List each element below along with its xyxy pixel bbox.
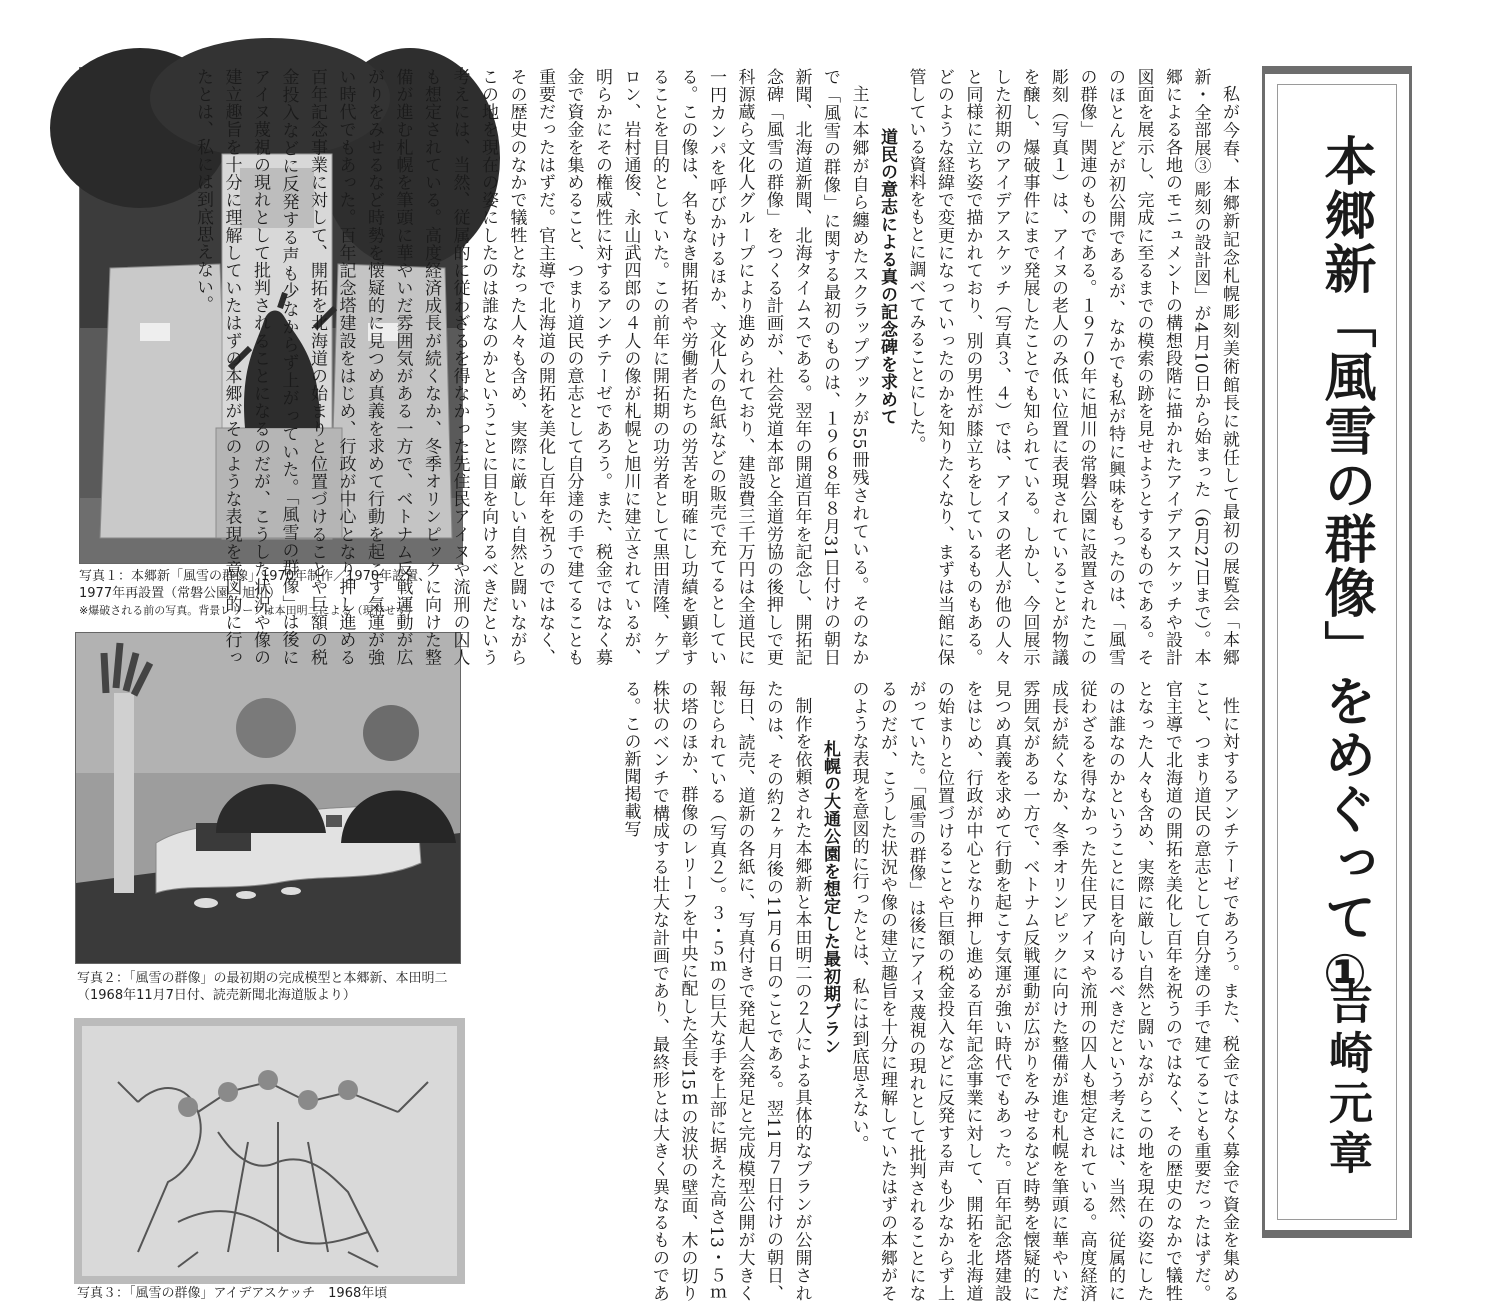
body-paragraph-continued: 性に対するアンチテーゼであろう。また、税金ではなく募金で資金を集めること、つまり道民の意志として自分達の手で建てることも重要だったはずだ。官主導で北海道の開拓を美化し百年を祝うのではなく、その歴史のなかで犠牲となった人々も含め、実際に厳しい自然と闘いながらこの地を現在の姿にしたのは誰なのかということに目を向けるべきだという考えには、当然、従属的に従わざるを得なかった先住民アイヌや流刑の囚人も想定されている。高度経済成長が続くなか、冬季オリンピックに向けた整備が進む札幌を筆頭に華やいだ雰囲気がある一方で、ベトナム反戦運動が広がりをみせるなど時勢を懐疑的に見つめ真義を求めて行動を起こす気運が強い時代でもあった。百年記念塔建設をはじめ、行政が中心となり押し進める百年記念事業に対して、開拓を北海道の始まりと位置づけることや巨額の税金投入などに反発する声も少なからず上がっていた。「風雪の群像」は後にアイヌ蔑視の現れとして批判されることになるのだが、こうした状況や像の建立趣旨を十分に理解していたはずの本郷がそのような表現を意図的に行ったとは、私には到底思えない。 [848, 680, 1239, 1303]
photo-3-caption [77, 1285, 457, 1302]
article-author: 吉崎元章 [1321, 980, 1372, 1180]
photo-sketch [77, 1021, 462, 1281]
body-paragraph: 私が今春、本郷新記念札幌彫刻美術館長に就任して最初の展覧会「本郷新・全部展③ 彫刻の設計図」が4月10日から始まった（6月27日まで）。本郷による各地のモニュメントの構想段階に描かれたアイデアスケッチや設計図面を展示し、完成に至るまでの模索の跡を見せようとするものである。そのほとんどが初公開であるが、なかでも私が特に興味をもったのは、「風雪の群像」関連のものである。１９７０年に旭川の常磐公園に設置されたこの彫刻（写真１）は、アイヌの老人のみ低い位置に表現されていることが物議を醸し、爆破事件にまで発展したことでも知られている。しかし、今回展示した初期のアイデアスケッチ（写真３、４）では、アイヌの老人が他の人々と同様に立ち姿で描かれており、別の男性が膝立ちをしているものもある。どのような経緯で変更になっていったのかを知りたくなり、まずは当館に保管している資料をもとに調べてみることにした。 [905, 68, 1239, 666]
subheading-odori-plan: 札幌の大通公園を想定した最初期プラン [820, 739, 840, 1055]
article-title: 本郷新「風雪の群像」をめぐって① [1315, 134, 1375, 1006]
article-body-bottom [495, 680, 1243, 1302]
photo-2-caption [77, 970, 457, 1004]
photo-model [75, 632, 461, 964]
photo-1-note: ※爆破される前の写真。背景レリーフは本田明二による（現存せず） [79, 604, 418, 617]
photo-2-caption-text: 写真２：「風雪の群像」の最初期の完成模型と本郷新、本田明二（1968年11月7日付、読売新聞北海道版より） [77, 971, 448, 1003]
body-paragraph: 主に本郷が自ら纏めたスクラップブックが55冊残されている。そのなかで「風雪の群像」に関する最初のものは、１９６８年８月31日付けの朝日新聞、北海道新聞、北海タイムスである。翌年の開道百年を記念し、開拓記念碑「風雪の群像」をつくる計画が、社会党道本部と全道労協の後押しで更科源蔵ら文化人グループにより進められており、建設費三千万円は全道民に一円カンパを呼びかけるほか、文化人の色紙などの販売で充てるとしている。この像は、名もなき開拓者や労働者たちの労苦を明確にし功績を顕彰することを目的としていた。この前年に開拓期の功労者として黒田清隆、ケプロン、岩村通俊、永山武四郎の４人の像が札幌と旭川に建立されているが、明らかにその権威性に対するアンチテーゼであろう。また、税金ではなく募金で資金を集めること、つまり道民の意志として自分達の手で建てることも重要だったはずだ。官主導で北海道の開拓を美化し百年を祝うのではなく、その歴史のなかで犠牲となった人々も含め、実際に厳しい自然と闘いながらこの地を現在の姿にしたのは誰なのかということに目を向けるべきだという考えには、当然、従属的に従わざるを得なかった先住民アイヌや流刑の囚人も想定されている。高度経済成長が続くなか、冬季オリンピックに向けた整備が進む札幌を筆頭に華やいだ雰囲気がある一方で、ベトナム反戦運動が広がりをみせるなど時勢を懐疑的に見つめ真義を求めて行動を起こす気運が強い時代でもあった。百年記念塔建設をはじめ、行政が中心となり押し進める百年記念事業に対して、開拓を北海道の始まりと位置づけることや巨額の税金投入などに反発する声も少なからず上がっていた。「風雪の群像」は後にアイヌ蔑視の現れとして批判されることになるのだが、こうした状況や像の建立趣旨を十分に理解していたはずの本郷がそのような表現を意図的に行ったとは、私には到底思えない。 [193, 68, 869, 666]
photo-1-caption-text: 写真１：本郷新「風雪の群像」1970年制作／1970年設置、1977年再設置（常磐公園、旭川） [79, 569, 432, 601]
subheading-memorial: 道民の意志による真の記念碑を求めて [877, 127, 897, 425]
body-paragraph: 制作を依頼された本郷新と本田明二の２人による具体的なプランが公開されたのは、その約２ヶ月後の11月６日のことである。翌11月７日付けの朝日、毎日、読売、道新の各紙に、写真付きで発起人会発足と完成模型公開が大きく報じられている（写真２）。３・５ｍの巨大な手を上部に据えた高さ13・５ｍの塔のほか、群像のレリーフを中央に配した全長15ｍの波状の壁面、木の切り株状のベンチで構成する壮大な計画であり、最終形とは大きく異なるものである。この新聞掲載写 [620, 680, 812, 1302]
photo-3-caption-text: 写真３：「風雪の群像」アイデアスケッチ 1968年頃 [77, 1286, 388, 1301]
